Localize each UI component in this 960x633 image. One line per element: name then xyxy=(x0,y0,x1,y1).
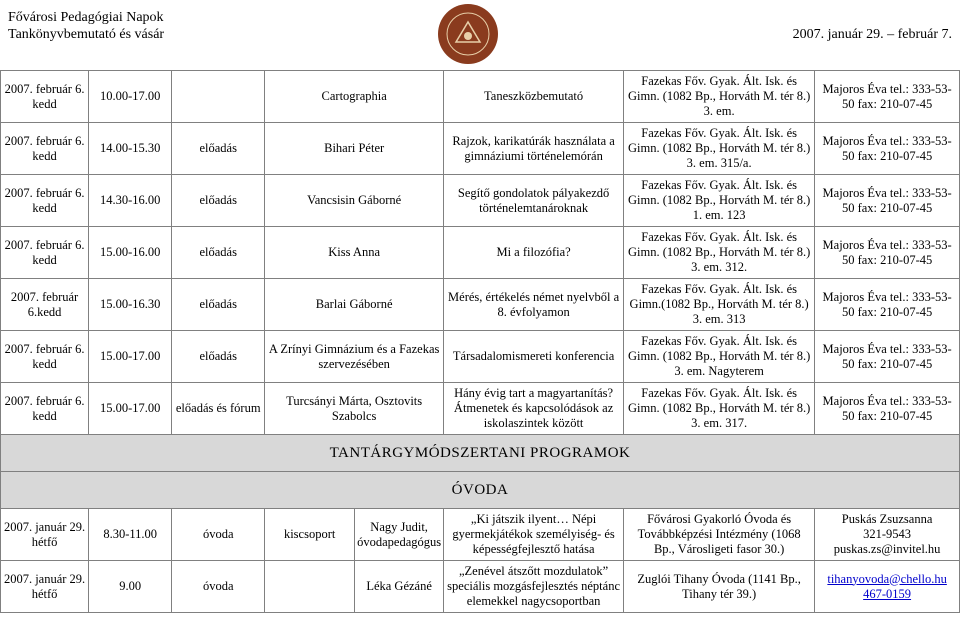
table-row xyxy=(1,123,960,175)
table-row xyxy=(1,383,960,435)
ovoda-presenter: Léka Gézáné xyxy=(355,561,444,613)
row-time: 15.00-16.30 xyxy=(89,279,172,331)
row-type: előadás xyxy=(172,279,265,331)
ovoda-date: 2007. január 29. hétfő xyxy=(1,561,89,613)
row-contact: Majoros Éva tel.: 333-53-50 fax: 210-07-45 xyxy=(815,175,960,227)
row-type xyxy=(172,71,265,123)
event-logo xyxy=(436,2,500,66)
row-presenter: A Zrínyi Gimnázium és a Fazekas szervezésében xyxy=(265,331,444,383)
row-title: Mérés, értékelés német nyelvből a 8. évfolyamon xyxy=(444,279,624,331)
ovoda-contact xyxy=(815,509,960,561)
subsection-row xyxy=(1,472,960,509)
row-time: 14.00-15.30 xyxy=(89,123,172,175)
row-title: Segítő gondolatok pályakezdő történelemtanároknak xyxy=(444,175,624,227)
row-time: 15.00-17.00 xyxy=(89,383,172,435)
row-presenter: Bihari Péter xyxy=(265,123,444,175)
row-presenter: Vancsisin Gáborné xyxy=(265,175,444,227)
section-title: TANTÁRGYMÓDSZERTANI PROGRAMOK xyxy=(1,435,960,472)
row-contact: Majoros Éva tel.: 333-53-50 fax: 210-07-45 xyxy=(815,383,960,435)
table-row xyxy=(1,71,960,123)
row-place: Fazekas Főv. Gyak. Ált. Isk. és Gimn. (1082 Bp., Horváth M. tér 8.) 3. em. Nagyterem xyxy=(624,331,815,383)
row-date: 2007. február 6. kedd xyxy=(1,123,89,175)
ovoda-row xyxy=(1,509,960,561)
ovoda-row xyxy=(1,561,960,613)
contact-email: puskas.zs@invitel.hu xyxy=(833,542,941,556)
row-time: 10.00-17.00 xyxy=(89,71,172,123)
row-contact: Majoros Éva tel.: 333-53-50 fax: 210-07-45 xyxy=(815,279,960,331)
table-row xyxy=(1,331,960,383)
row-place: Fazekas Főv. Gyak. Ált. Isk. és Gimn. (1082 Bp., Horváth M. tér 8.) 3. em. 317. xyxy=(624,383,815,435)
program-table xyxy=(0,70,960,613)
ovoda-title: „Zenével átszőtt mozdulatok” speciális mozgásfejlesztés néptánc elemekkel nagycsoportban xyxy=(444,561,624,613)
row-place: Fazekas Főv. Gyak. Ált. Isk. és Gimn. (1082 Bp., Horváth M. tér 8.) 3. em. 312. xyxy=(624,227,815,279)
row-contact: Majoros Éva tel.: 333-53-50 fax: 210-07-45 xyxy=(815,227,960,279)
table-row xyxy=(1,279,960,331)
row-title: Taneszközbemutató xyxy=(444,71,624,123)
contact-name: Puskás Zsuzsanna xyxy=(841,512,933,526)
page-header xyxy=(0,0,960,58)
row-presenter: Turcsányi Márta, Osztovits Szabolcs xyxy=(265,383,444,435)
row-presenter: Cartographia xyxy=(265,71,444,123)
row-type: előadás xyxy=(172,123,265,175)
row-place: Fazekas Főv. Gyak. Ált. Isk. és Gimn. (1082 Bp., Horváth M. tér 8.) 1. em. 123 xyxy=(624,175,815,227)
row-type: előadás xyxy=(172,331,265,383)
row-date: 2007. február 6. kedd xyxy=(1,227,89,279)
row-type: előadás xyxy=(172,175,265,227)
table-row xyxy=(1,175,960,227)
header-title-line2: Tankönyvbemutató és vásár xyxy=(8,27,165,42)
row-contact: Majoros Éva tel.: 333-53-50 fax: 210-07-45 xyxy=(815,123,960,175)
row-time: 15.00-17.00 xyxy=(89,331,172,383)
subsection-title: ÓVODA xyxy=(1,472,960,509)
ovoda-time: 9.00 xyxy=(89,561,172,613)
row-place: Fazekas Főv. Gyak. Ált. Isk. és Gimn.(1082 Bp., Horváth M. tér 8.) 3. em. 313 xyxy=(624,279,815,331)
row-date: 2007. február 6. kedd xyxy=(1,383,89,435)
ovoda-group: kiscsoport xyxy=(265,509,355,561)
row-time: 15.00-16.00 xyxy=(89,227,172,279)
row-date: 2007. február 6.kedd xyxy=(1,279,89,331)
row-title: Hány évig tart a magyartanítás? Átmenetek és kapcsolódások az iskolaszintek között xyxy=(444,383,624,435)
ovoda-title: „Ki játszik ilyent… Népi gyermekjátékok személyiség- és képességfejlesztő hatása xyxy=(444,509,624,561)
row-title: Társadalomismereti konferencia xyxy=(444,331,624,383)
header-dates: 2007. január 29. – február 7. xyxy=(792,27,952,42)
contact-email-link[interactable]: tihanyovoda@chello.hu xyxy=(827,571,947,586)
ovoda-contact xyxy=(815,561,960,613)
row-contact: Majoros Éva tel.: 333-53-50 fax: 210-07-45 xyxy=(815,71,960,123)
contact-phone-link[interactable]: 467-0159 xyxy=(863,586,912,601)
row-title: Rajzok, karikatúrák használata a gimnáziumi történelemórán xyxy=(444,123,624,175)
header-title-line1: Fővárosi Pedagógiai Napok xyxy=(8,10,164,25)
ovoda-type: óvoda xyxy=(172,509,265,561)
ovoda-type: óvoda xyxy=(172,561,265,613)
ovoda-place: Fővárosi Gyakorló Óvoda és Továbbképzési Intézmény (1068 Bp., Városligeti fasor 30.) xyxy=(624,509,815,561)
row-date: 2007. február 6. kedd xyxy=(1,175,89,227)
row-contact: Majoros Éva tel.: 333-53-50 fax: 210-07-45 xyxy=(815,331,960,383)
section-row xyxy=(1,435,960,472)
ovoda-time: 8.30-11.00 xyxy=(89,509,172,561)
row-title: Mi a filozófia? xyxy=(444,227,624,279)
row-time: 14.30-16.00 xyxy=(89,175,172,227)
row-type: előadás és fórum xyxy=(172,383,265,435)
ovoda-date: 2007. január 29. hétfő xyxy=(1,509,89,561)
row-presenter: Kiss Anna xyxy=(265,227,444,279)
row-date: 2007. február 6. kedd xyxy=(1,71,89,123)
row-date: 2007. február 6. kedd xyxy=(1,331,89,383)
ovoda-group xyxy=(265,561,355,613)
contact-phone: 321-9543 xyxy=(863,527,912,541)
row-type: előadás xyxy=(172,227,265,279)
row-presenter: Barlai Gáborné xyxy=(265,279,444,331)
ovoda-place: Zuglói Tihany Óvoda (1141 Bp., Tihany tér 39.) xyxy=(624,561,815,613)
row-place: Fazekas Főv. Gyak. Ált. Isk. és Gimn. (1082 Bp., Horváth M. tér 8.) 3. em. 315/a. xyxy=(624,123,815,175)
table-row xyxy=(1,227,960,279)
ovoda-presenter: Nagy Judit, óvodapedagógus xyxy=(355,509,444,561)
row-place: Fazekas Főv. Gyak. Ált. Isk. és Gimn. (1082 Bp., Horváth M. tér 8.) 3. em. xyxy=(624,71,815,123)
